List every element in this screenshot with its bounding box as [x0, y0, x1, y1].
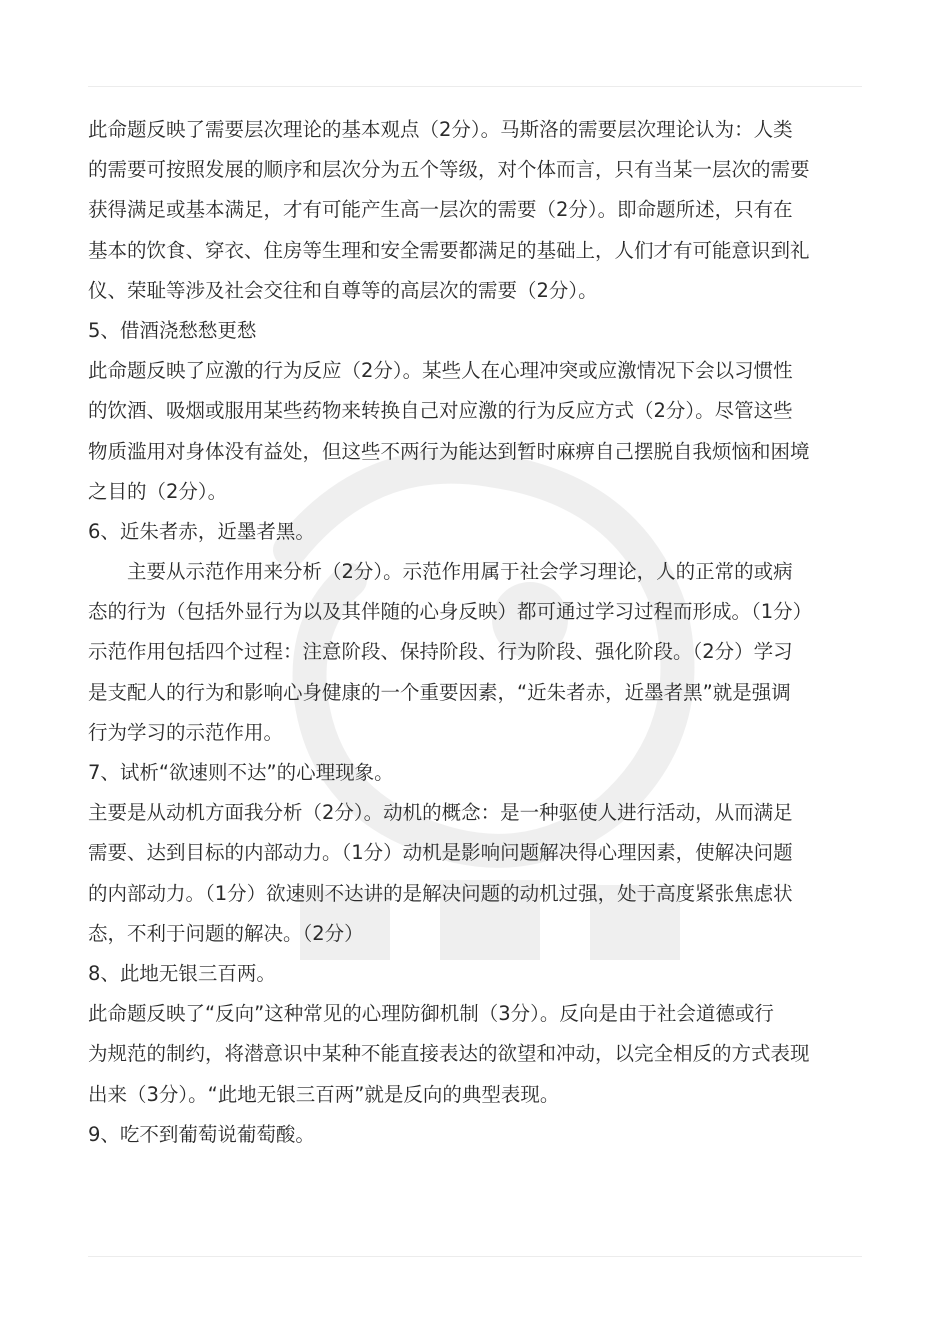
- text-line: 基本的饮食、穿衣、住房等生理和安全需要都满足的基础上，人们才有可能意识到礼: [88, 238, 810, 262]
- text-line: 之目的（2分）。: [88, 479, 228, 503]
- text-line: 的需要可按照发展的顺序和层次分为五个等级，对个体而言，只有当某一层次的需要: [88, 158, 810, 182]
- text-line: 是支配人的行为和影响心身健康的一个重要因素，“近朱者赤，近墨者黑”就是强调: [88, 680, 791, 704]
- text-line: 态的行为（包括外显行为以及其伴随的心身反映）都可通过学习过程而形成。（1分）: [88, 600, 813, 624]
- text-line: 物质滥用对身体没有益处，但这些不两行为能达到暂时麻痹自己摆脱自我烦恼和困境: [88, 439, 810, 463]
- text-line: 主要是从动机方面我分析（2分）。动机的概念：是一种驱使人进行活动，从而满足: [88, 801, 793, 825]
- text-line: 出来（3分）。“此地无银三百两”就是反向的典型表现。: [88, 1082, 560, 1106]
- header-rule: [88, 86, 862, 87]
- question-heading: 7、试析“欲速则不达”的心理现象。: [88, 761, 394, 784]
- text-line: 的饮酒、吸烟或服用某些药物来转换自己对应激的行为反应方式（2分）。尽管这些: [88, 399, 793, 423]
- text-line: 示范作用包括四个过程：注意阶段、保持阶段、行为阶段、强化阶段。（2分）学习: [88, 640, 793, 664]
- text-line: 行为学习的示范作用。: [88, 720, 284, 744]
- question-heading: 8、此地无银三百两。: [88, 961, 276, 985]
- footer-rule: [88, 1256, 862, 1257]
- text-line: 需要、达到目标的内部动力。（1分）动机是影响问题解决得心理因素，使解决问题: [88, 841, 793, 865]
- question-heading: 5、借酒浇愁愁更愁: [88, 318, 257, 342]
- text-line: 仪、荣耻等涉及社会交往和自尊等的高层次的需要（2分）。: [88, 278, 598, 302]
- text-line: 为规范的制约，将潜意识中某种不能直接表达的欲望和冲动，以完全相反的方式表现: [88, 1042, 810, 1066]
- text-line: 此命题反映了应激的行为反应（2分）。某些人在心理冲突或应激情况下会以习惯性: [88, 359, 793, 383]
- text-line: 此命题反映了需要层次理论的基本观点（2分）。马斯洛的需要层次理论认为：人类: [88, 118, 793, 141]
- document-body: [88, 110, 878, 1155]
- text-line: 主要从示范作用来分析（2分）。示范作用属于社会学习理论，人的正常的或病: [127, 560, 793, 584]
- text-line: 的内部动力。（1分）欲速则不达讲的是解决问题的动机过强，处于高度紧张焦虑状: [88, 881, 793, 905]
- question-heading: 9、吃不到葡萄说葡萄酸。: [88, 1122, 315, 1146]
- text-line: 此命题反映了“反向”这种常见的心理防御机制（3分）。反向是由于社会道德或行: [88, 1002, 774, 1026]
- text-line: 态，不利于问题的解决。（2分）: [88, 921, 364, 945]
- text-line: 获得满足或基本满足，才有可能产生高一层次的需要（2分）。即命题所述，只有在: [88, 198, 793, 222]
- question-heading: 6、近朱者赤，近墨者黑。: [88, 519, 315, 543]
